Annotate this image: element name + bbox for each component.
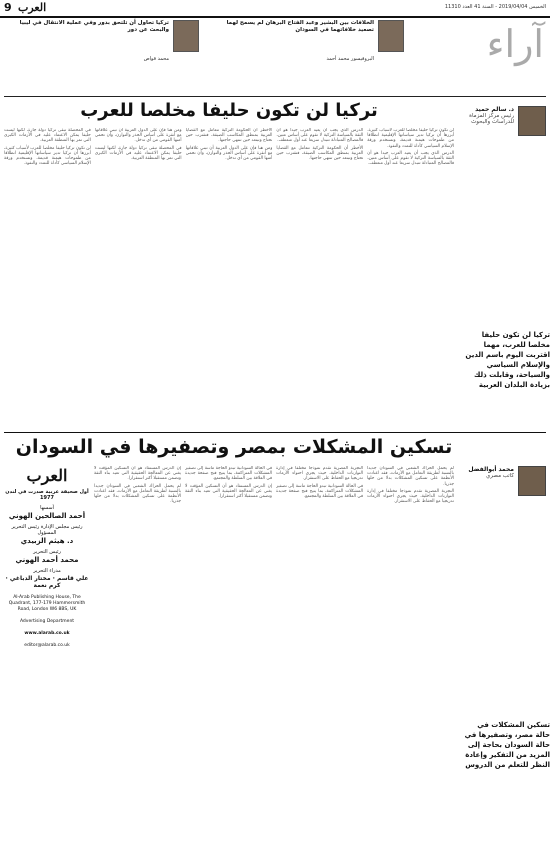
date-line: الخميس 2019/04/04 - السنة 41 العدد 11310 [444,4,546,10]
imprint-logo: العرب [26,466,68,485]
divider [4,432,546,433]
paragraph: إن الدرس المستفاد هو أن التسكين المؤقت لا يغني عن المعالجة الحقيقية التي تعيد بناء الثقة وتضمن مستقبلا أكثر استقرارا. [185,483,272,500]
paragraph: الدرس الذي يجب أن يعيه العرب جيدا هو أن الثقة بالسياسة التركية لا تقوم على أساس متين، فالمصالح المتبادلة تتبدل سريعا عند أول منعطف. [367,150,454,167]
founder-name: أحمد الصالحين الهوني [8,512,86,520]
teaser-headline: تركيا تحاول أن تلتحق بدور وفي عملية الانتقال في ليبيا والبحث عن دور [19,20,169,33]
teaser-byline: محمد قواص [143,56,169,62]
pull-quote: تركيا لن تكون حليفا مخلصا للعرب، مهما اقتربت اليوم باسم الدين والإسلام السياسي والسياحة، وقابلت ذلك بزيادة البلدان العربية [465,331,550,389]
chair-label: رئيس مجلس الإدارة رئيس التحرير المسؤول [11,524,83,536]
headline-1: تركيا لن تكون حليفا مخلصا للعرب [80,100,378,121]
paragraph: الدرس الذي يجب أن يعيه العرب جيدا هو أن الثقة بالسياسة التركية لا تقوم على أساس متين، فالمصالح المتبادلة تتبدل سريعا عند أول منعطف. [276,128,364,144]
paragraph: في الحالة السودانية تبدو الحاجة ماسة إلى تصفير المشكلات المتراكمة، بما يتيح فتح صفحة جديدة في العلاقة بين السلطة والمجتمع. [276,483,363,500]
paragraph: الأخطر أن الحكومة التركية تتعامل مع القضايا العربية بمنطق المكاسب الضيقة، فتقترب حين تحتاج وتبتعد حين تنتهي حاجتها. [185,128,273,144]
teaser-2 [4,18,199,94]
editors-label: مدراء التحرير [33,568,61,574]
column [186,128,273,428]
board-name: محمد أحمد الهوني [15,556,79,564]
column [185,466,272,838]
paragraph: التجربة المصرية تقدم نموذجا مختلفا في إدارة التوازنات الداخلية، حيث يجري احتواء الأزمات تدريجيا مع الحفاظ على الاستقرار. [367,488,454,505]
paper-logo: العرب [18,1,47,14]
email-link[interactable]: editor@alarab.co.uk [24,643,70,648]
author-box-1 [458,106,546,136]
article-1-body [4,128,454,428]
paragraph: الأخطر أن الحكومة التركية تتعامل مع القضايا العربية بمنطق المكاسب الضيقة، فتقترب حين تحتاج وتبتعد حين تنتهي حاجتها. [276,145,364,162]
website-link[interactable]: www.alarab.co.uk [24,631,70,636]
founded-line: أول صحيفة عربية صدرت في لندن 1977 [5,489,89,501]
teaser-headline: الخلافات بين البشير وعبد الفتاح البرهان لم يسمح لهما تصعيد خلافاتهما في السودان [226,20,374,33]
author-box-2 [458,466,546,496]
paragraph: ومن هنا فإن على الدول العربية أن تبني علاقاتها مع أنقرة على أساس الحذر والتوازن، وأن تحمي أمنها القومي من أي تدخل. [94,128,182,144]
author-title: كاتب مصري [485,473,514,479]
page-number: 9 [4,1,12,14]
masthead-bar [0,0,550,18]
column [276,128,363,428]
paragraph: لن تكون تركيا حليفا مخلصا للعرب لأسباب كثيرة، أبرزها أن تركيا تدير سياساتها الإقليمية انطلاقا من طموحات هيمنة قديمة، وتستخدم ورقة الإسلام السياسي كأداة للتمدد والنفوذ. [4,145,91,167]
column [4,128,91,428]
founder-label: أسسها [40,505,54,511]
paragraph: ومن هنا فإن على الدول العربية أن تبني علاقاتها مع أنقرة على أساس الحذر والتوازن، وأن تحمي أمنها القومي من أي تدخل. [185,145,273,162]
paragraph: في المحصلة تبقى تركيا دولة جارة، لكنها ليست حليفا يمكن الاعتماد عليه في الأزمات الكبرى التي تمر بها المنطقة العربية. [94,145,182,162]
author-name: محمد أبوالفضل [468,466,514,473]
pull-quote: تسكين المشكلات في حالة مصر، وتصفيرها في حالة السودان بحاجة إلى المزيد من التفكير وإعادة النظر للتعلم من الدروس [464,721,550,769]
paragraph: لن تكون تركيا حليفا مخلصا للعرب لأسباب كثيرة، أبرزها أن تركيا تدير سياساتها الإقليمية انطلاقا من طموحات هيمنة قديمة، وتستخدم ورقة الإسلام السياسي كأداة للتمدد والنفوذ. [367,128,454,149]
teaser-photo [378,20,404,52]
teaser-byline: البروفيسور محمد أحمد [326,56,374,62]
board-label: رئيس التحرير [33,549,61,555]
author-title: رئيس مركز المزماة للدراسات والبحوث [469,113,514,125]
teaser-1 [214,18,404,94]
column [95,128,182,428]
column [94,466,181,838]
teaser-photo [173,20,199,52]
author-photo [518,106,546,136]
column [276,466,363,838]
advert-line: Advertising Department [19,619,75,624]
imprint-box [4,466,90,786]
column [367,466,454,838]
article-2-body [94,466,454,838]
column [367,128,454,428]
chair-name: د. هيثم الزبيدي [20,537,74,545]
section-title: آراء [486,22,544,66]
paragraph: في المحصلة تبقى تركيا دولة جارة، لكنها ليست حليفا يمكن الاعتماد عليه في الأزمات الكبرى التي تمر بها المنطقة العربية. [4,128,91,144]
headline-2: تسكين المشكلات بمصر وتصفيرها في السودان [15,436,453,458]
author-photo [518,466,546,496]
paragraph: لم يحمل الحراك الشعبي في السودان جديدا بالنسبة لطريقة التعامل مع الأزمات، فقد اعتادت الأنظمة على تسكين المشكلات بدلا من حلها جذريا. [367,466,454,487]
paragraph: التجربة المصرية تقدم نموذجا مختلفا في إدارة التوازنات الداخلية، حيث يجري احتواء الأزمات تدريجيا مع الحفاظ على الاستقرار. [276,466,363,482]
divider [4,96,546,97]
address: Al-Arab Publishing House, The Quadrant, 177-179 Hammersmith Road, London W6 8BS, UK [8,595,86,612]
paragraph: في الحالة السودانية تبدو الحاجة ماسة إلى تصفير المشكلات المتراكمة، بما يتيح فتح صفحة جديدة في العلاقة بين السلطة والمجتمع. [185,466,272,482]
teasers [4,18,404,94]
paragraph: إن الدرس المستفاد هو أن التسكين المؤقت لا يغني عن المعالجة الحقيقية التي تعيد بناء الثقة وتضمن مستقبلا أكثر استقرارا. [94,466,181,482]
author-name: د. سالم حميد [475,106,514,113]
editors-names: علي قاسم · مختار الدباغي · كرم نعمة [5,575,89,589]
paragraph: لم يحمل الحراك الشعبي في السودان جديدا بالنسبة لطريقة التعامل مع الأزمات، فقد اعتادت الأنظمة على تسكين المشكلات بدلا من حلها جذريا. [94,483,181,505]
